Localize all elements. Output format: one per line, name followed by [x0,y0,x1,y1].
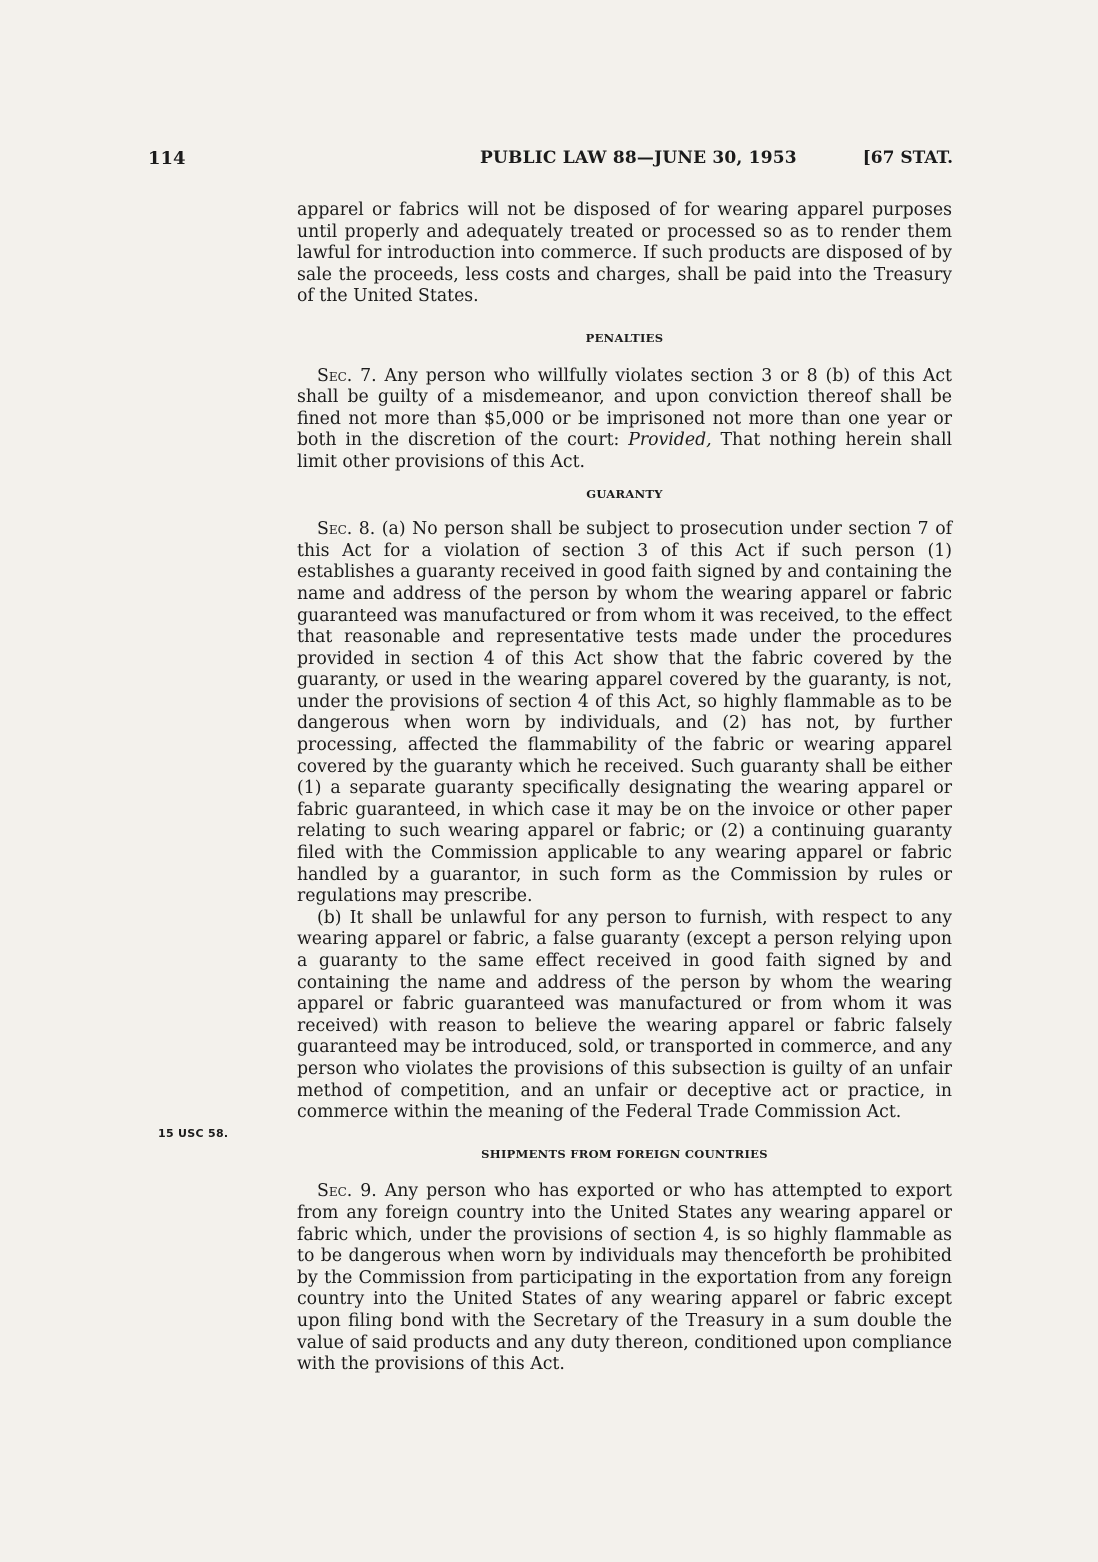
section-9-label: Sec. 9. [317,1181,377,1202]
body-text [297,200,952,1376]
intro-paragraph: apparel or fabrics will not be disposed of for wearing apparel purposes until properly and adequately treated or processed so as to render them lawful for introduction into commerce. If such products are disposed of by sale the proceeds, less costs and charges, shall be paid into the Treasury of the United States. [297,200,952,307]
section-9-paragraph [297,1181,952,1375]
section-7-text-a: Any person who willfully violates section 3 or 8 (b) of this Act shall be guilty of a misdemeanor, and upon conviction thereof shall be fined not more than $5,000 or be imprisoned not more than one year or both in the discretion of the court: [297,365,952,451]
running-title: PUBLIC LAW 88—JUNE 30, 1953 [480,148,797,168]
statute-reference: [67 STAT. [862,148,953,168]
section-9-text: Any person who has exported or who has attempted to export from any foreign country into the United States any wearing apparel or fabric which, under the provisions of section 4, is so highly flammable as to be dangerous when worn by individuals may thenceforth be prohibited by the Commission from participating in the exportation from any foreign country into the United States of any wearing apparel or fabric except upon filing bond with the Secretary of the Treasury in a sum double the value of said products and any duty thereon, conditioned upon compliance with the provisions of this Act. [297,1181,953,1375]
section-7-proviso: Provided, [628,430,712,451]
section-8-label: Sec. 8. [317,519,376,540]
section-7-paragraph [297,366,952,474]
penalties-heading: PENALTIES [585,330,664,345]
section-8b-paragraph: (b) It shall be unlawful for any person to furnish, with respect to any wearing apparel or fabric, a false guaranty (except a person relying upon a guaranty to the same effect received in good faith signed by and containing the name and address of the person by whom the wearing apparel or fabric guaranteed was manufactured or from whom it was received) with reason to believe the wearing apparel or fabric falsely guaranteed may be introduced, sold, or transported in commerce, and any person who violates the provisions of this subsection is guilty of an unfair method of competition, and an unfair or deceptive act or practice, in commerce within the meaning of the Federal Trade Commission Act. [297,907,952,1123]
section-7-label: Sec. 7. [317,365,377,386]
section-8a-text: (a) No person shall be subject to prosecution under section 7 of this Act for a violation of section 3 of this Act if such person (1) establishes a guaranty received in good faith signed by and containing the name and address of the person by whom the wearing apparel or fabric guaranteed was manufactured or from whom it was received, to the effect that reasonable and representative tests made under the procedures provided in section 4 of this Act show that the fabric covered by the guaranty, or used in the wearing apparel covered by the guaranty, is not, under the provisions of section 4 of this Act, so highly flammable as to be dangerous when worn by individuals, and (2) has not, by further processing, affected the flammability of the fabric or wearing apparel covered by the guaranty which he received. Such guaranty shall be either (1) a separate guaranty specifically designating the wearing apparel or fabric guaranteed, in which case it may be on the invoice or other paper relating to such wearing apparel or fabric; or (2) a continuing guaranty filed with the Commission applicable to any wearing apparel or fabric handled by a guarantor, in such form as the Commission by rules or regulations may prescribe. [297,519,952,907]
guaranty-heading: GUARANTY [586,486,663,501]
section-8a-paragraph [297,519,952,908]
section-7-text-b: That nothing herein shall limit other provisions of this Act. [297,430,952,472]
margin-citation: 15 USC 58. [158,1127,229,1140]
page-number: 114 [148,148,186,169]
page-header [148,148,953,178]
shipments-heading: SHIPMENTS FROM FOREIGN COUNTRIES [481,1146,768,1161]
